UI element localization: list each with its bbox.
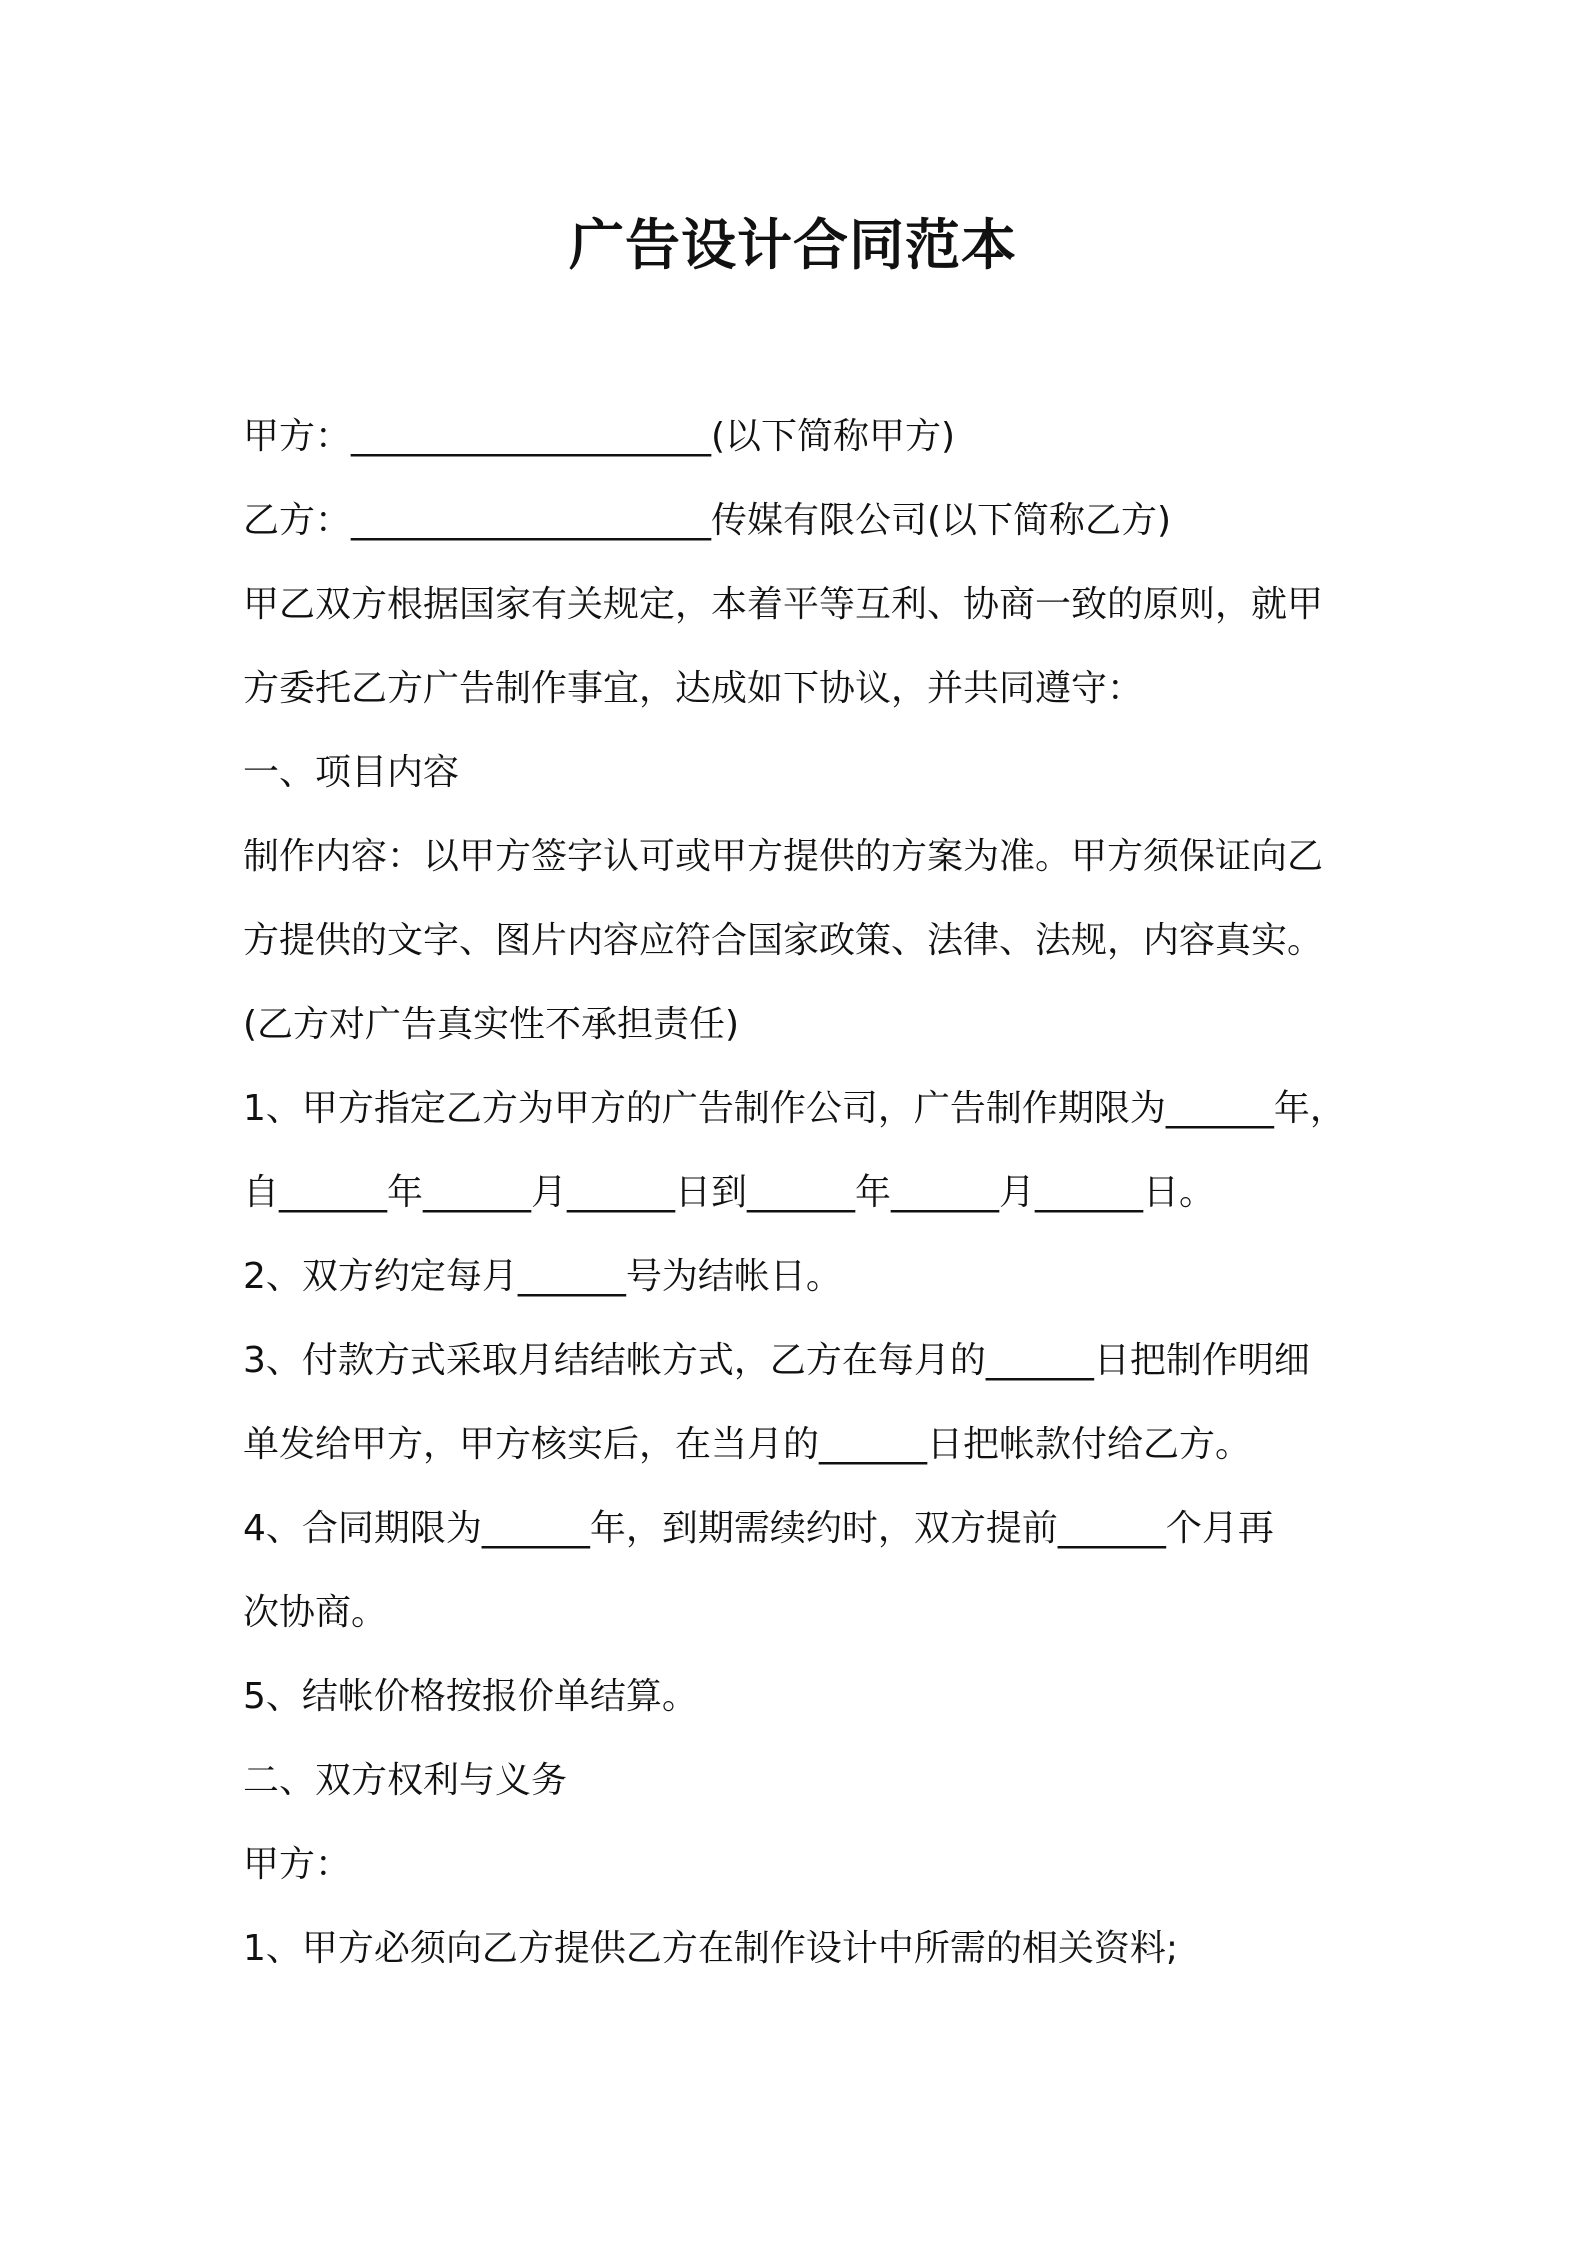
content-line-3: (乙方对广告真实性不承担责任) xyxy=(243,1004,740,1045)
party-a-duty-1: 1、甲方必须向乙方提供乙方在制作设计中所需的相关资料; xyxy=(243,1928,1179,1969)
clause-1-line-1: 1、甲方指定乙方为甲方的广告制作公司，广告制作期限为______年， xyxy=(243,1088,1346,1129)
party-a-line: 甲方：____________________(以下简称甲方) xyxy=(243,416,956,457)
party-a-duties-label: 甲方： xyxy=(243,1844,352,1885)
clause-1-line-2: 自______年______月______日到______年______月______日。 xyxy=(243,1172,1215,1213)
clause-5-line: 5、结帐价格按报价单结算。 xyxy=(243,1676,698,1717)
clause-3-line-1: 3、付款方式采取月结结帐方式，乙方在每月的______日把制作明细 xyxy=(243,1340,1310,1381)
section-1-heading: 一、项目内容 xyxy=(243,752,460,793)
preamble-line-2: 方委托乙方广告制作事宜，达成如下协议，并共同遵守： xyxy=(243,668,1144,709)
preamble-line-1: 甲乙双方根据国家有关规定，本着平等互利、协商一致的原则，就甲 xyxy=(243,584,1324,625)
clause-2-line: 2、双方约定每月______号为结帐日。 xyxy=(243,1256,842,1297)
clause-4-line-2: 次协商。 xyxy=(243,1592,388,1633)
content-line-2: 方提供的文字、图片内容应符合国家政策、法律、法规，内容真实。 xyxy=(243,920,1324,961)
document-title: 广告设计合同范本 xyxy=(568,213,1017,277)
clause-3-line-2: 单发给甲方，甲方核实后，在当月的______日把帐款付给乙方。 xyxy=(243,1424,1252,1465)
party-b-line: 乙方：____________________传媒有限公司(以下简称乙方) xyxy=(243,500,1172,541)
content-line-1: 制作内容：以甲方签字认可或甲方提供的方案为准。甲方须保证向乙 xyxy=(243,836,1324,877)
clause-4-line-1: 4、合同期限为______年，到期需续约时，双方提前______个月再 xyxy=(243,1508,1274,1549)
section-2-heading: 二、双方权利与义务 xyxy=(243,1760,568,1801)
